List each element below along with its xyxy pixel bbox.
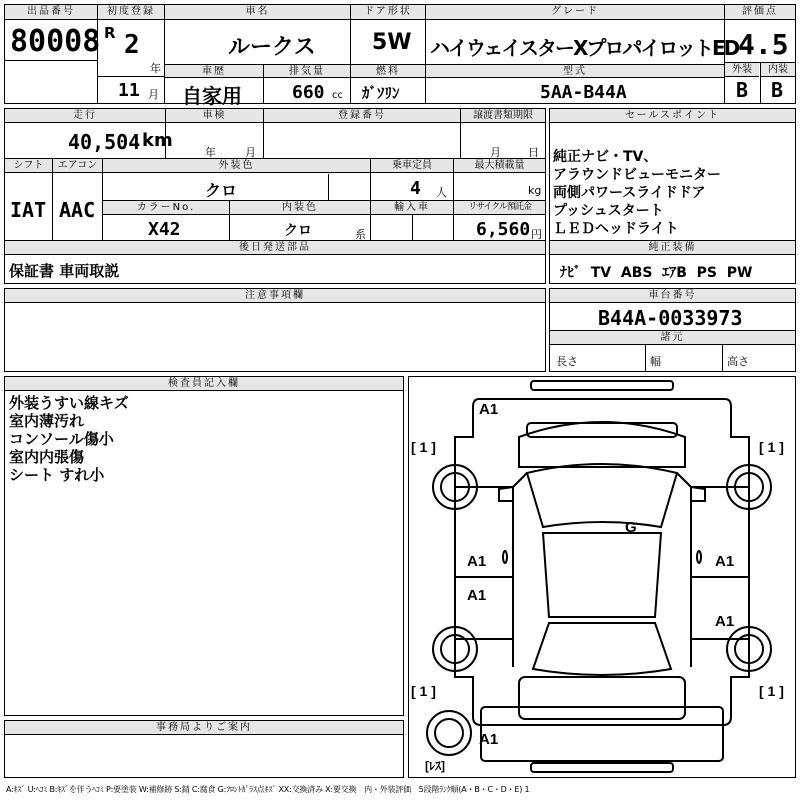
int-grade-label: 内装 xyxy=(761,63,795,77)
equip-label: 純正装備 xyxy=(550,241,795,255)
recycle: 6,560 xyxy=(476,219,531,240)
reg-label: 初度登録 xyxy=(98,5,164,20)
capacity-label: 乗車定員 xyxy=(371,159,453,173)
reg-year: 2 xyxy=(124,30,140,60)
fuel-label: 燃料 xyxy=(351,65,425,78)
door-type: 5W xyxy=(372,30,412,55)
int-color: クロ xyxy=(284,223,312,239)
inspector-line: 外装うすい線キズ xyxy=(9,394,129,412)
capacity: 4 xyxy=(410,178,421,199)
recycle-label: リサイクル預託金 xyxy=(454,201,545,215)
transfer-day-unit: 日 xyxy=(528,146,539,159)
color-no: X42 xyxy=(148,219,181,240)
sales-lines xyxy=(553,148,721,238)
inspector-line: シート すれ小 xyxy=(9,466,105,484)
displacement-unit: cc xyxy=(332,90,343,101)
notes-label: 注意事項欄 xyxy=(5,289,545,303)
inspector-line: コンソール傷小 xyxy=(9,430,114,448)
inspection-year-unit: 年 xyxy=(205,146,216,159)
height-label: 高さ xyxy=(727,355,749,368)
ac: AAC xyxy=(59,198,96,222)
mileage-label: 走行 xyxy=(5,109,165,123)
later-parts: 保証書 車両取説 xyxy=(9,262,120,280)
capacity-unit: 人 xyxy=(436,186,447,199)
car-name-label: 車名 xyxy=(165,5,350,20)
car-outline xyxy=(409,377,795,777)
damage-mark-right-rear: [ 1 ] xyxy=(759,683,784,699)
transfer-month-unit: 月 xyxy=(490,146,501,159)
model: 5AA-B44A xyxy=(540,82,627,103)
length-label: 長さ xyxy=(556,355,578,368)
damage-mark-front: A1 xyxy=(479,401,499,418)
max-load-label: 最大積載量 xyxy=(454,159,545,173)
reg-no-label: 登録番号 xyxy=(264,109,460,123)
spare-tire-label: [ﾚｽ] xyxy=(425,759,445,773)
sales-line: ＬＥＤヘッドライト xyxy=(553,221,679,237)
damage-mark-right-lower: A1 xyxy=(715,613,735,630)
ext-grade: B xyxy=(736,78,749,102)
shift-label: シフト xyxy=(5,159,52,173)
shift: IAT xyxy=(10,198,47,222)
inspector-line: 室内内張傷 xyxy=(9,448,85,466)
int-grade: B xyxy=(771,78,784,102)
office-label: 事務局よりご案内 xyxy=(5,721,403,735)
mileage-unit: km xyxy=(142,130,173,151)
ext-grade-label: 外装 xyxy=(725,63,759,77)
inspector-notes xyxy=(9,394,129,484)
displacement: 660 xyxy=(292,82,325,103)
ext-color-label: 外装色 xyxy=(103,159,370,173)
damage-mark-left-rear: [ 1 ] xyxy=(411,683,436,699)
score: 4.5 xyxy=(738,28,789,61)
grade: ハイウェイスターXプロパイロットED xyxy=(430,36,739,60)
fuel: ｶﾞｿﾘﾝ xyxy=(362,84,400,102)
damage-mark-rear: A1 xyxy=(479,731,499,748)
damage-mark-left-front: [ 1 ] xyxy=(411,439,436,455)
recycle-unit: 円 xyxy=(531,228,542,241)
displacement-label: 排気量 xyxy=(264,65,350,78)
ac-label: エアコン xyxy=(53,159,102,173)
lot-number: 80008 xyxy=(10,24,101,59)
inspector-line: 室内薄汚れ xyxy=(9,412,85,430)
reg-month: 11 xyxy=(118,80,140,101)
history: 自家用 xyxy=(182,84,242,108)
damage-mark-right-front: [ 1 ] xyxy=(759,439,784,455)
inspector-label: 検査員記入欄 xyxy=(5,377,403,391)
car-diagram xyxy=(408,376,796,778)
car-name: ルークス xyxy=(228,35,316,60)
ext-color: クロ xyxy=(205,181,238,200)
reg-era: R xyxy=(104,24,116,42)
damage-mark-left-upper: A1 xyxy=(467,553,487,570)
sales-line: プッシュスタート xyxy=(553,203,664,219)
int-color-label: 内装色 xyxy=(230,201,370,215)
max-load-unit: kg xyxy=(528,184,542,197)
chassis-label: 車台番号 xyxy=(550,289,795,303)
reg-year-unit: 年 xyxy=(150,62,161,75)
reg-month-unit: 月 xyxy=(148,88,159,101)
sales-line: アラウンドビューモニター xyxy=(553,167,721,183)
grade-label: グレード xyxy=(426,5,724,20)
inspection-month-unit: 月 xyxy=(245,146,256,159)
spec-label: 諸元 xyxy=(550,331,795,345)
later-label: 後日発送部品 xyxy=(5,241,545,255)
sales-label: セールスポイント xyxy=(550,109,795,123)
damage-mark-right-upper: A1 xyxy=(715,553,735,570)
chassis-number: B44A-0033973 xyxy=(598,306,743,330)
mileage: 40,504 xyxy=(68,130,141,154)
door-label: ドア形状 xyxy=(351,5,425,20)
score-label: 評価点 xyxy=(725,5,795,20)
color-no-label: カラーNo. xyxy=(103,201,229,215)
damage-mark-roof: G xyxy=(625,519,637,536)
int-color-unit: 系 xyxy=(355,228,366,241)
equip: ﾅﾋﾞ TV ABS ｴｱB PS PW xyxy=(560,265,753,281)
history-label: 車歴 xyxy=(165,65,263,78)
transfer-label: 譲渡書類期限 xyxy=(461,109,545,123)
width-label: 幅 xyxy=(650,355,661,368)
sales-line: 両側パワースライドドア xyxy=(553,185,706,201)
sales-line: 純正ナビ・TV、 xyxy=(553,149,658,165)
lot-label: 出品番号 xyxy=(5,5,97,20)
import-label: 輸入車 xyxy=(371,201,453,215)
model-label: 型式 xyxy=(426,65,724,78)
inspection-label: 車検 xyxy=(166,109,263,123)
damage-mark-left-lower: A1 xyxy=(467,587,487,604)
legend: A:ｷｽﾞ U:ﾍｺﾐ B:ｷｽﾞを伴うﾍｺﾐ P:要塗装 W:補修跡 S:錆 C:腐食 G:ﾌﾛﾝﾄｶﾞﾗｽ点ｷｽﾞ XX:交換済み X:要交換 内・外装評価 5段階ﾗﾝｸ順(A・B・C・D・E) 1 xyxy=(6,785,530,794)
